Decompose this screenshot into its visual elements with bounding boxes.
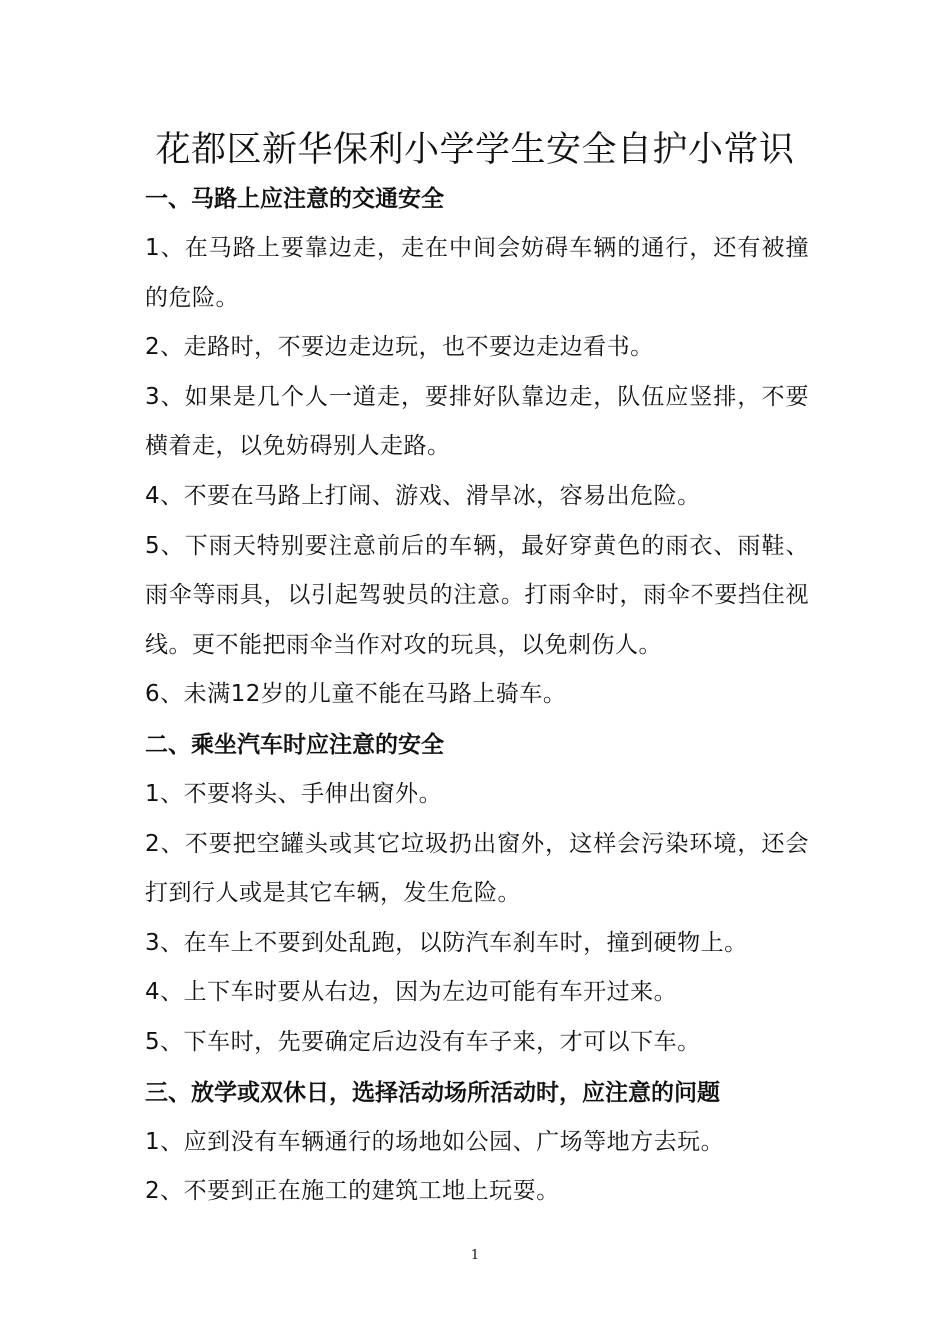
list-item: 4、上下车时要从右边，因为左边可能有车开过来。 — [145, 979, 678, 1006]
section-heading-activities: 三、放学或双休日，选择活动场所活动时，应注意的问题 — [145, 1079, 720, 1106]
list-item: 5、下车时，先要确定后边没有车子来，才可以下车。 — [145, 1028, 701, 1055]
list-item: 1、应到没有车辆通行的场地如公园、广场等地方去玩。 — [145, 1128, 725, 1155]
list-item: 2、不要到正在施工的建筑工地上玩耍。 — [145, 1178, 560, 1205]
list-item: 3、如果是几个人一道走，要排好队靠边走，队伍应竖排，不要横着走，以免妨碍别人走路。 — [145, 383, 809, 460]
list-item: 6、未满12岁的儿童不能在马路上骑车。 — [145, 681, 567, 708]
list-item: 3、在车上不要到处乱跑，以防汽车刹车时，撞到硬物上。 — [145, 929, 748, 956]
document-title: 花都区新华保利小学学生安全自护小常识 — [155, 130, 795, 170]
list-item: 1、在马路上要靠边走，走在中间会妨碍车辆的通行，还有被撞的危险。 — [145, 235, 809, 311]
list-item: 4、不要在马路上打闹、游戏、滑旱冰，容易出危险。 — [145, 482, 701, 509]
list-item: 1、不要将头、手伸出窗外。 — [145, 780, 443, 807]
list-item: 2、不要把空罐头或其它垃圾扔出窗外，这样会污染环境，还会打到行人或是其它车辆，发生危险。 — [145, 830, 809, 907]
document-body — [145, 174, 809, 1217]
list-item: 2、走路时，不要边走边玩，也不要边走边看书。 — [145, 334, 654, 361]
section-heading-traffic: 一、马路上应注意的交通安全 — [145, 186, 444, 212]
page-number: 1 — [470, 1248, 480, 1263]
list-item: 5、下雨天特别要注意前后的车辆，最好穿黄色的雨衣、雨鞋、雨伞等雨具，以引起驾驶员的注意。打雨伞时，雨伞不要挡住视线。更不能把雨伞当作对攻的玩具，以免刺伤人。 — [145, 532, 809, 658]
section-heading-bus: 二、乘坐汽车时应注意的安全 — [145, 731, 444, 758]
